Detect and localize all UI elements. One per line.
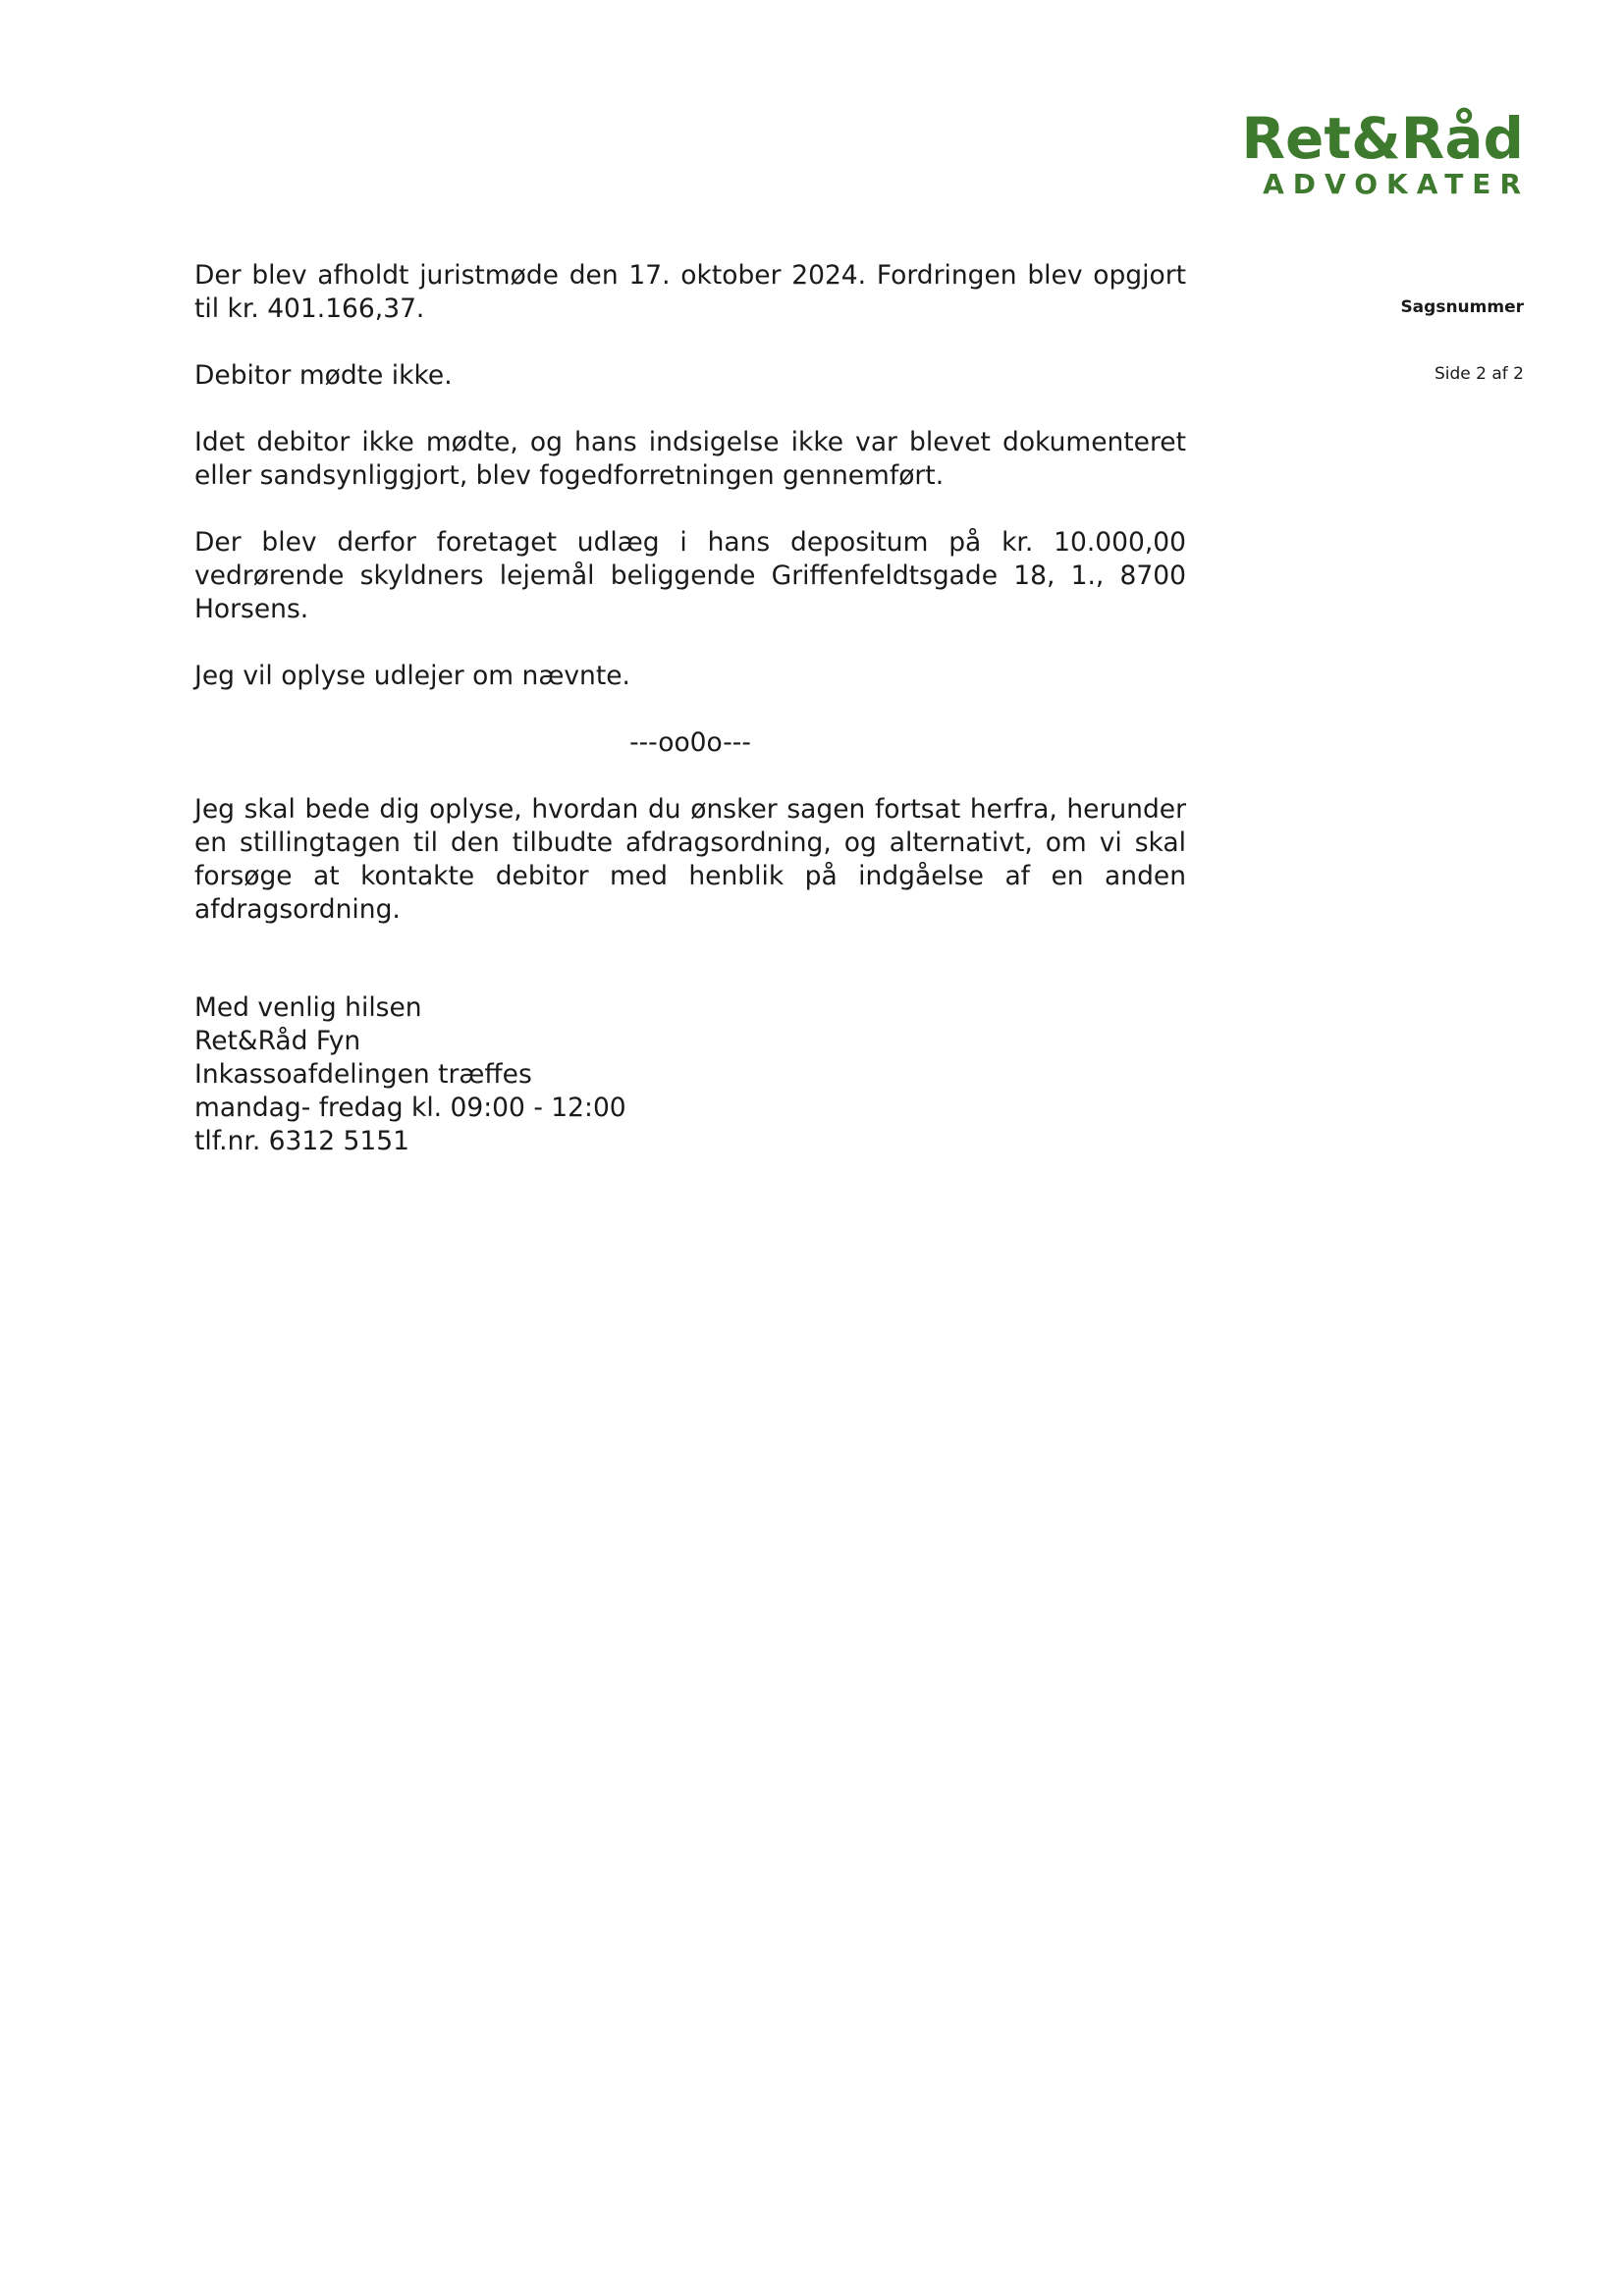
paragraph-landlord: Jeg vil oplyse udlejer om nævnte. <box>194 661 630 691</box>
closing-phone: tlf.nr. 6312 5151 <box>194 1126 409 1156</box>
paragraph-attachment: Der blev derfor foretaget udlæg i hans depositum på kr. 10.000,00 vedrørende skyldners lejemål beliggende Griffenfeldtsgade 18, 1., 8700 Horsens. <box>194 527 1186 624</box>
letter-body <box>194 259 1186 1158</box>
closing-department: Inkassoafdelingen træffes <box>194 1059 532 1090</box>
paragraph-request: Jeg skal bede dig oplyse, hvordan du ønsker sagen fortsat herfra, herunder en stillingtagen til den tilbudte afdragsordning, og alternativt, om vi skal forsøge at kontakte debitor med henblik på indgåelse af en anden afdragsordning. <box>194 794 1186 925</box>
closing-hours: mandag- fredag kl. 09:00 - 12:00 <box>194 1093 626 1123</box>
logo-sub-text: ADVOKATER <box>1263 168 1530 200</box>
case-number-label: Sagsnummer <box>1400 297 1524 317</box>
closing-company: Ret&Råd Fyn <box>194 1026 361 1056</box>
company-logo <box>1241 105 1530 200</box>
logo-main-text: Ret&Råd <box>1241 105 1524 172</box>
paragraph-meeting: Der blev afholdt juristmøde den 17. oktober 2024. Fordringen blev opgjort til kr. 401.166,37. <box>194 260 1186 324</box>
closing-block <box>194 991 1186 1158</box>
page-number: Side 2 af 2 <box>1434 364 1524 384</box>
paragraph-enforcement: Idet debitor ikke mødte, og hans indsigelse ikke var blevet dokumenteret eller sandsynliggjort, blev fogedforretningen gennemført. <box>194 427 1186 491</box>
paragraph-debtor-absent: Debitor mødte ikke. <box>194 360 453 391</box>
section-separator: ---oo0o--- <box>629 727 751 758</box>
closing-greeting: Med venlig hilsen <box>194 992 422 1023</box>
